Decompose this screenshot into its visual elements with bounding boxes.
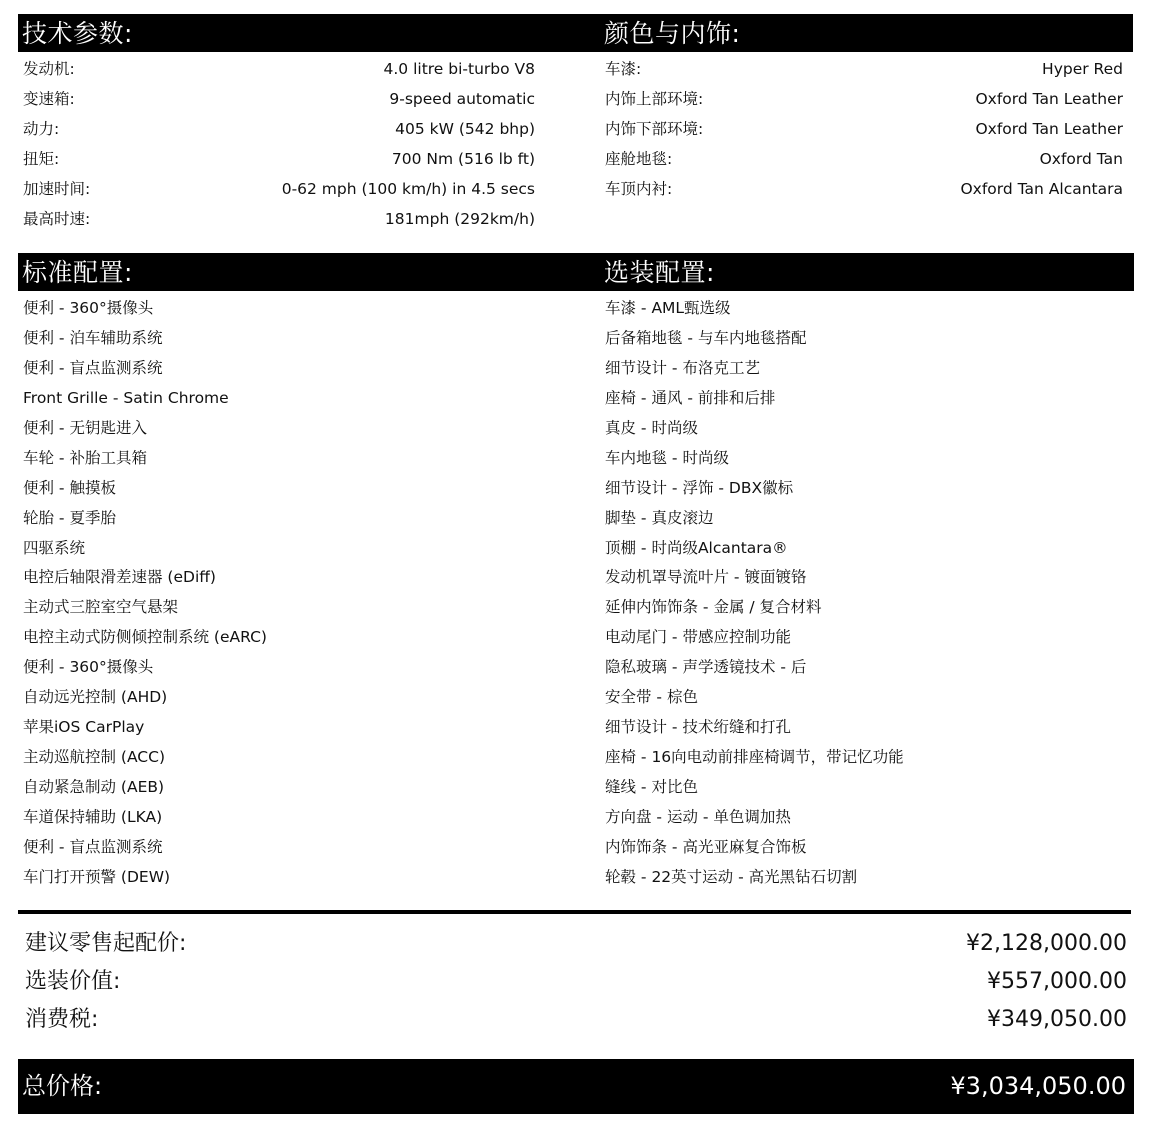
- price-value: ¥2,128,000.00: [966, 931, 1127, 956]
- color-row: [605, 174, 1123, 204]
- tech-value: 700 Nm (516 lb ft): [391, 150, 535, 168]
- tech-label: 加速时间:: [23, 180, 91, 198]
- list-item: 便利 - 盲点监测系统: [23, 837, 163, 856]
- color-value: Oxford Tan: [1039, 150, 1123, 168]
- standard-section-title: 标准配置:: [22, 258, 133, 287]
- list-item: 发动机罩导流叶片 - 镀面镀铬: [605, 568, 807, 587]
- list-item: 真皮 - 时尚级: [605, 418, 698, 437]
- list-item: 隐私玻璃 - 声学透镜技术 - 后: [605, 658, 807, 677]
- list-item: 便利 - 泊车辅助系统: [23, 328, 163, 347]
- standard-section-header: [18, 253, 608, 291]
- tech-section-header: [18, 14, 608, 52]
- list-item: 安全带 - 棕色: [605, 688, 698, 707]
- list-item: 苹果iOS CarPlay: [23, 718, 145, 737]
- list-item: 后备箱地毯 - 与车内地毯搭配: [605, 328, 807, 347]
- price-value: ¥557,000.00: [987, 969, 1127, 994]
- color-row: [605, 114, 1123, 144]
- price-divider: [18, 910, 1131, 914]
- list-item: 细节设计 - 浮饰 - DBX徽标: [605, 478, 794, 497]
- list-item: 顶棚 - 时尚级Alcantara®: [605, 538, 788, 557]
- list-item: 车门打开预警 (DEW): [23, 867, 171, 886]
- tech-value: 405 kW (542 bhp): [395, 120, 535, 138]
- color-label: 车顶内衬:: [605, 180, 673, 198]
- tech-row: [23, 174, 535, 204]
- tech-value: 181mph (292km/h): [384, 210, 535, 228]
- total-label: 总价格:: [22, 1072, 103, 1100]
- price-label: 选装价值:: [25, 969, 121, 994]
- list-item: 电控主动式防侧倾控制系统 (eARC): [23, 628, 267, 647]
- price-label: 消费税:: [25, 1007, 99, 1032]
- tech-row: [23, 204, 535, 234]
- list-item: 四驱系统: [23, 538, 86, 557]
- color-value: Oxford Tan Leather: [975, 120, 1123, 138]
- list-item: 便利 - 360°摄像头: [23, 658, 154, 677]
- tech-label: 最高时速:: [23, 210, 91, 228]
- tech-label: 扭矩:: [23, 150, 60, 168]
- tech-section-title: 技术参数:: [22, 19, 133, 48]
- optional-section-title: 选装配置:: [604, 258, 715, 287]
- list-item: 方向盘 - 运动 - 单色调加热: [605, 807, 791, 826]
- list-item: 内饰饰条 - 高光亚麻复合饰板: [605, 837, 807, 856]
- optional-list: [605, 293, 1125, 892]
- list-item: 脚垫 - 真皮滚边: [605, 508, 714, 527]
- list-item: 轮胎 - 夏季胎: [23, 508, 116, 527]
- tech-value: 0-62 mph (100 km/h) in 4.5 secs: [281, 180, 535, 198]
- color-row: [605, 144, 1123, 174]
- list-item: 座椅 - 通风 - 前排和后排: [605, 388, 776, 407]
- list-item: 主动巡航控制 (ACC): [23, 748, 165, 767]
- list-item: 便利 - 触摸板: [23, 478, 116, 497]
- list-item: 车内地毯 - 时尚级: [605, 448, 729, 467]
- list-item: Front Grille - Satin Chrome: [23, 388, 229, 407]
- color-value: Oxford Tan Leather: [975, 90, 1123, 108]
- list-item: 便利 - 360°摄像头: [23, 299, 154, 317]
- list-item: 车道保持辅助 (LKA): [23, 807, 163, 826]
- list-item: 车轮 - 补胎工具箱: [23, 448, 147, 467]
- price-row-options: [25, 963, 1127, 1001]
- tech-label: 变速箱:: [23, 90, 75, 108]
- color-value: Oxford Tan Alcantara: [960, 180, 1123, 198]
- list-item: 缝线 - 对比色: [605, 778, 698, 796]
- total-price-bar: [18, 1059, 1134, 1114]
- list-item: 细节设计 - 技术绗缝和打孔: [605, 718, 791, 737]
- color-section-title: 颜色与内饰:: [604, 19, 741, 48]
- list-item: 便利 - 无钥匙进入: [23, 418, 147, 437]
- tech-row: [23, 84, 535, 114]
- list-item: 座椅 - 16向电动前排座椅调节，带记忆功能: [605, 748, 904, 767]
- tech-value: 4.0 litre bi-turbo V8: [383, 60, 535, 78]
- price-value: ¥349,050.00: [987, 1007, 1127, 1032]
- list-item: 便利 - 盲点监测系统: [23, 358, 163, 377]
- list-item: 延伸内饰饰条 - 金属 / 复合材料: [605, 598, 822, 617]
- tech-row: [23, 114, 535, 144]
- color-label: 内饰下部环境:: [605, 120, 704, 138]
- tech-row: [23, 54, 535, 84]
- list-item: 自动远光控制 (AHD): [23, 688, 168, 707]
- color-label: 内饰上部环境:: [605, 90, 704, 108]
- price-label: 建议零售起配价:: [25, 931, 187, 956]
- list-item: 轮毂 - 22英寸运动 - 高光黑钻石切割: [605, 867, 858, 886]
- tech-value: 9-speed automatic: [389, 90, 535, 108]
- color-row: [605, 54, 1123, 84]
- list-item: 主动式三腔室空气悬架: [23, 598, 179, 617]
- color-section-header: [600, 14, 1133, 52]
- color-label: 车漆:: [605, 60, 642, 78]
- list-item: 自动紧急制动 (AEB): [23, 778, 165, 796]
- color-label: 座舱地毯:: [605, 150, 673, 168]
- list-item: 电控后轴限滑差速器 (eDiff): [23, 568, 216, 587]
- optional-section-header: [600, 253, 1134, 291]
- price-row-tax: [25, 1001, 1127, 1039]
- color-value: Hyper Red: [1042, 60, 1123, 78]
- tech-label: 发动机:: [23, 60, 75, 78]
- tech-row: [23, 144, 535, 174]
- standard-list: [23, 293, 593, 892]
- list-item: 细节设计 - 布洛克工艺: [605, 358, 760, 377]
- total-value: ¥3,034,050.00: [950, 1072, 1126, 1100]
- price-row-base: [25, 925, 1127, 963]
- list-item: 车漆 - AML甄选级: [605, 299, 731, 317]
- tech-label: 动力:: [23, 120, 60, 138]
- color-row: [605, 84, 1123, 114]
- list-item: 电动尾门 - 带感应控制功能: [605, 628, 791, 647]
